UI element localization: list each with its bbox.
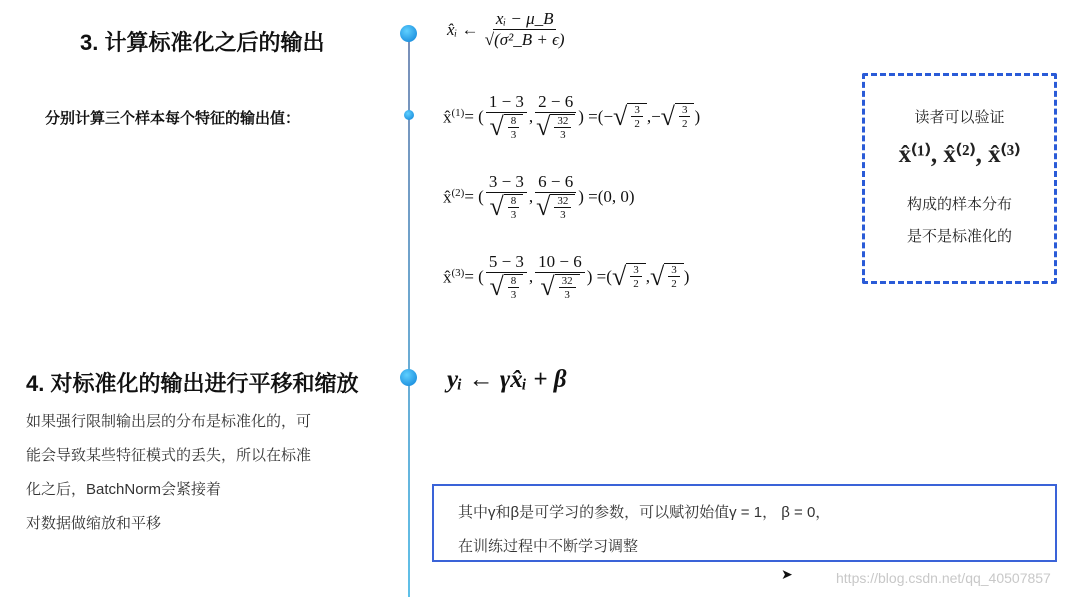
timeline-dot-small (404, 110, 414, 120)
equals: = ( (464, 186, 484, 206)
fraction (486, 253, 527, 301)
equation-row (443, 253, 689, 301)
denominator: 2 (671, 278, 677, 291)
radicand (504, 274, 524, 301)
radical-sign: √ (489, 272, 504, 302)
fraction (631, 104, 643, 130)
timeline-dot (400, 25, 417, 42)
denominator: √(σ²_B + ϵ) (484, 29, 565, 49)
sqrt-fraction (536, 114, 575, 141)
scale-shift-formula: yᵢ ← γx̂ᵢ + β (447, 366, 567, 393)
fraction (508, 195, 520, 221)
denominator: 3 (510, 128, 517, 141)
comma: , (528, 186, 534, 206)
heading-step4: 4. 对标准化的输出进行平移和缩放 (26, 371, 359, 396)
verify-line: 读者可以验证 (914, 109, 1005, 126)
numerator: 3 (679, 104, 691, 117)
sign: − (603, 106, 614, 126)
formula-lhs: x̂ᵢ (447, 19, 458, 39)
fraction (508, 275, 520, 301)
explanation-paragraph (26, 405, 311, 541)
numerator: 32 (554, 195, 571, 208)
fraction (535, 253, 585, 301)
radical-sign: √ (660, 101, 675, 131)
paragraph-line: 如果强行限制输出层的分布是标准化的，可 (26, 413, 312, 430)
comma: , (645, 266, 650, 286)
equation-lhs (443, 267, 464, 288)
verify-box (862, 73, 1057, 284)
verify-formula: x̂⁽¹⁾, x̂⁽²⁾, x̂⁽³⁾ (898, 141, 1021, 168)
equals: ) = (578, 186, 598, 206)
formula-fraction (485, 10, 565, 49)
sqrt-fraction (650, 263, 684, 290)
radical-sign: √ (489, 192, 504, 222)
numerator: 5 − 3 (486, 253, 527, 273)
numerator: 3 − 3 (486, 173, 527, 193)
radicand (555, 274, 580, 301)
sqrt-fraction (489, 274, 523, 301)
note-line: 在训练过程中不断学习调整 (458, 538, 639, 555)
numerator: 2 − 6 (535, 93, 576, 113)
arrow-icon: ← (461, 19, 479, 39)
numerator: 1 − 3 (486, 93, 527, 113)
denominator: 3 (510, 288, 517, 301)
verify-line: 是不是标准化的 (906, 228, 1012, 245)
equation-lhs (443, 187, 464, 208)
sign: − (651, 106, 661, 126)
radicand (550, 194, 575, 221)
fraction (535, 173, 576, 221)
radical-sign: √ (536, 192, 551, 222)
fraction (559, 275, 576, 301)
equals: ) = (578, 106, 598, 126)
superscript: (2) (451, 186, 465, 199)
radical-sign: √ (536, 112, 551, 142)
radical-sign: √ (489, 112, 504, 142)
numerator: 8 (508, 115, 520, 128)
comma: , (528, 266, 534, 286)
subheading-compute: 分别计算三个样本每个特征的输出值： (45, 110, 301, 127)
sqrt-fraction (540, 274, 579, 301)
numerator: 3 (630, 264, 642, 277)
comma: , (528, 106, 534, 126)
paren: ) (683, 266, 690, 286)
equals: ) = (586, 266, 607, 286)
denominator: 2 (681, 118, 688, 131)
denominator: 2 (633, 278, 639, 291)
note-box (432, 484, 1057, 562)
x-hat: x̂ (443, 107, 452, 127)
result: (0, 0) (597, 186, 635, 206)
paren: ( (606, 266, 612, 286)
heading-step3: 3. 计算标准化之后的输出 (80, 30, 325, 55)
numerator: 32 (554, 115, 571, 128)
sqrt-fraction (612, 263, 646, 290)
sqrt-fraction (661, 103, 695, 130)
superscript: (1) (451, 106, 465, 119)
denominator: 2 (634, 118, 640, 131)
radical-sign: √ (611, 261, 627, 291)
numerator: 3 (631, 104, 643, 117)
radicand (664, 263, 684, 290)
note-line: 其中γ和β是可学习的参数，可以赋初始值γ = 1， β = 0， (458, 504, 831, 521)
paragraph-line: 对数据做缩放和平移 (26, 515, 162, 532)
radical-sign: √ (649, 261, 665, 291)
fraction (630, 264, 642, 290)
fraction (508, 115, 520, 141)
paragraph-line: 能会导致某些特征模式的丢失，所以在标准 (26, 447, 312, 464)
denominator: 3 (510, 208, 517, 221)
normalize-formula (447, 10, 567, 49)
numerator: 3 (668, 264, 680, 277)
equals: = ( (464, 266, 484, 286)
superscript: (3) (451, 266, 465, 279)
denominator: 3 (564, 288, 570, 301)
fraction (486, 93, 527, 141)
denominator (540, 273, 579, 301)
numerator: 6 − 6 (535, 173, 576, 193)
sqrt-fraction (489, 114, 523, 141)
denominator: 3 (560, 208, 566, 221)
radicand (626, 263, 646, 290)
equation-row (443, 173, 635, 221)
equation-row (443, 93, 700, 141)
fraction (668, 264, 680, 290)
numerator: xᵢ − μ_B (493, 10, 557, 30)
x-hat: x̂ (443, 267, 452, 287)
timeline-dot (400, 369, 417, 386)
paren: ) (694, 106, 701, 126)
radicand (504, 194, 524, 221)
fraction (554, 195, 571, 221)
denominator (536, 193, 575, 221)
fraction (486, 173, 527, 221)
sqrt-fraction (536, 194, 575, 221)
radical-sign: √ (540, 272, 555, 302)
comma: , (646, 106, 652, 126)
fraction (535, 93, 576, 141)
equals: = ( (464, 106, 484, 126)
denominator (489, 113, 523, 141)
paren: ( (597, 106, 604, 126)
radical-sign: √ (613, 101, 628, 131)
numerator: 8 (508, 275, 520, 288)
denominator (489, 193, 523, 221)
denominator: 3 (560, 128, 566, 141)
numerator: 32 (559, 275, 576, 288)
denominator (489, 273, 523, 301)
mouse-cursor-icon: ➤ (781, 566, 793, 582)
radicand (675, 103, 695, 130)
radicand (627, 103, 647, 130)
radicand (504, 114, 524, 141)
fraction (554, 115, 571, 141)
numerator: 8 (508, 195, 520, 208)
numerator: 10 − 6 (535, 253, 585, 273)
verify-line: 构成的样本分布 (906, 196, 1012, 213)
sqrt-fraction (489, 194, 523, 221)
fraction (679, 104, 691, 130)
paragraph-line: 化之后，BatchNorm会紧接着 (26, 481, 222, 498)
denominator (536, 113, 575, 141)
sqrt-fraction (613, 103, 647, 130)
x-hat: x̂ (443, 187, 452, 207)
radicand (550, 114, 575, 141)
equation-lhs (443, 107, 464, 128)
watermark: https://blog.csdn.net/qq_40507857 (836, 570, 1051, 586)
